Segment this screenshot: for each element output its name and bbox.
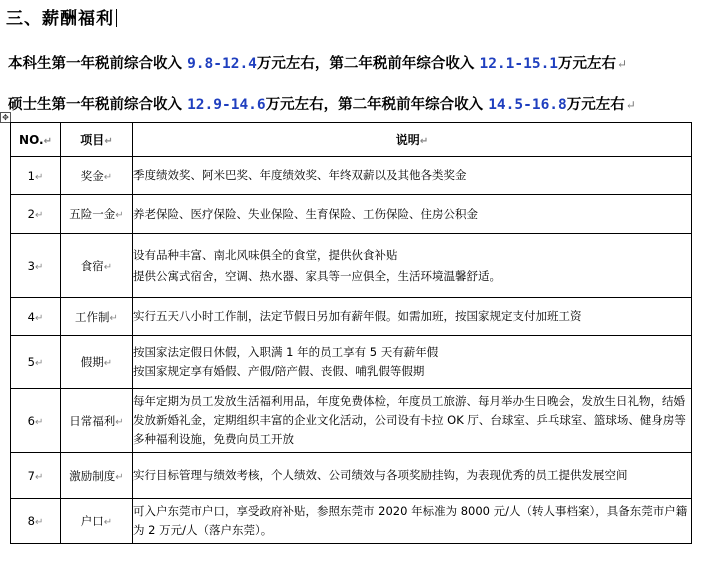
master-salary-line [8, 93, 636, 114]
master-second-range: 14.5-16.8 [488, 97, 567, 113]
row-item: 户口↵ [61, 499, 133, 544]
table-row [11, 157, 692, 195]
row-description: 实行五天八小时工作制，法定节假日另加有薪年假。如需加班，按国家规定支付加班工资 [133, 298, 692, 336]
header-desc: 说明↵ [133, 123, 692, 157]
table-header-row [11, 123, 692, 157]
row-description: 季度绩效奖、阿米巴奖、年度绩效奖、年终双薪以及其他各类奖金 [133, 157, 692, 195]
row-item: 奖金↵ [61, 157, 133, 195]
benefits-table [10, 122, 692, 544]
row-number: 3↵ [11, 234, 61, 298]
bachelor-first-range: 9.8-12.4 [187, 56, 257, 72]
paragraph-mark-icon: ↵ [617, 57, 628, 71]
row-description: 养老保险、医疗保险、失业保险、生育保险、工伤保险、住房公积金 [133, 195, 692, 234]
row-description: 每年定期为员工发放生活福利用品，年度免费体检，年度员工旅游、每月举办生日晚会，发放生日礼物，结婚发放新婚礼金，定期组织丰富的企业文化活动，公司设有卡拉 OK 厅、台球室、乒乓球室、篮球场、健身房等多种福利设施，免费向员工开放 [133, 389, 692, 453]
row-number: 5↵ [11, 336, 61, 389]
row-number: 4↵ [11, 298, 61, 336]
row-description: 实行目标管理与绩效考核，个人绩效、公司绩效与各项奖励挂钩，为表现优秀的员工提供发展空间 [133, 453, 692, 499]
text-cursor [116, 9, 117, 27]
section-heading: 三、薪酬福利 [6, 4, 117, 29]
row-number: 1↵ [11, 157, 61, 195]
master-first-range: 12.9-14.6 [187, 97, 266, 113]
bachelor-salary-line [8, 52, 627, 73]
table-move-handle-icon[interactable]: ✥ [0, 112, 11, 123]
table-row [11, 195, 692, 234]
table-row [11, 234, 692, 298]
row-description: 按国家法定假日休假，入职满 1 年的员工享有 5 天有薪年假 按国家规定享有婚假、产假/陪产假、丧假、哺乳假等假期 [133, 336, 692, 389]
row-item: 工作制↵ [61, 298, 133, 336]
row-number: 6↵ [11, 389, 61, 453]
table-row [11, 499, 692, 544]
row-number: 8↵ [11, 499, 61, 544]
header-no: NO.↵ [11, 123, 61, 157]
row-description: 可入户东莞市户口，享受政府补贴，参照东莞市 2020 年标准为 8000 元/人（转人事档案），具备东莞市户籍为 2 万元/人（落户东莞）。 [133, 499, 692, 544]
master-middle: 万元左右，第二年税前年综合收入 [265, 96, 484, 113]
row-item: 五险一金↵ [61, 195, 133, 234]
bachelor-second-range: 12.1-15.1 [479, 56, 559, 72]
bachelor-middle: 万元左右，第二年税前年综合收入 [256, 55, 475, 72]
row-item: 假期↵ [61, 336, 133, 389]
paragraph-mark-icon: ↵ [625, 98, 636, 112]
header-item: 项目↵ [61, 123, 133, 157]
row-item: 食宿↵ [61, 234, 133, 298]
row-number: 2↵ [11, 195, 61, 234]
table-row [11, 453, 692, 499]
table-row [11, 389, 692, 453]
row-item: 日常福利↵ [61, 389, 133, 453]
row-item: 激励制度↵ [61, 453, 133, 499]
bachelor-prefix: 本科生第一年税前综合收入 [8, 55, 182, 72]
bachelor-suffix: 万元左右 [558, 55, 617, 72]
master-suffix: 万元左右 [566, 96, 625, 113]
row-number: 7↵ [11, 453, 61, 499]
master-prefix: 硕士生第一年税前综合收入 [8, 96, 182, 113]
table-row [11, 336, 692, 389]
row-description: 设有品种丰富、南北风味俱全的食堂，提供伙食补贴 提供公寓式宿舍，空调、热水器、家具等一应俱全，生活环境温馨舒适。 [133, 234, 692, 298]
table-row [11, 298, 692, 336]
